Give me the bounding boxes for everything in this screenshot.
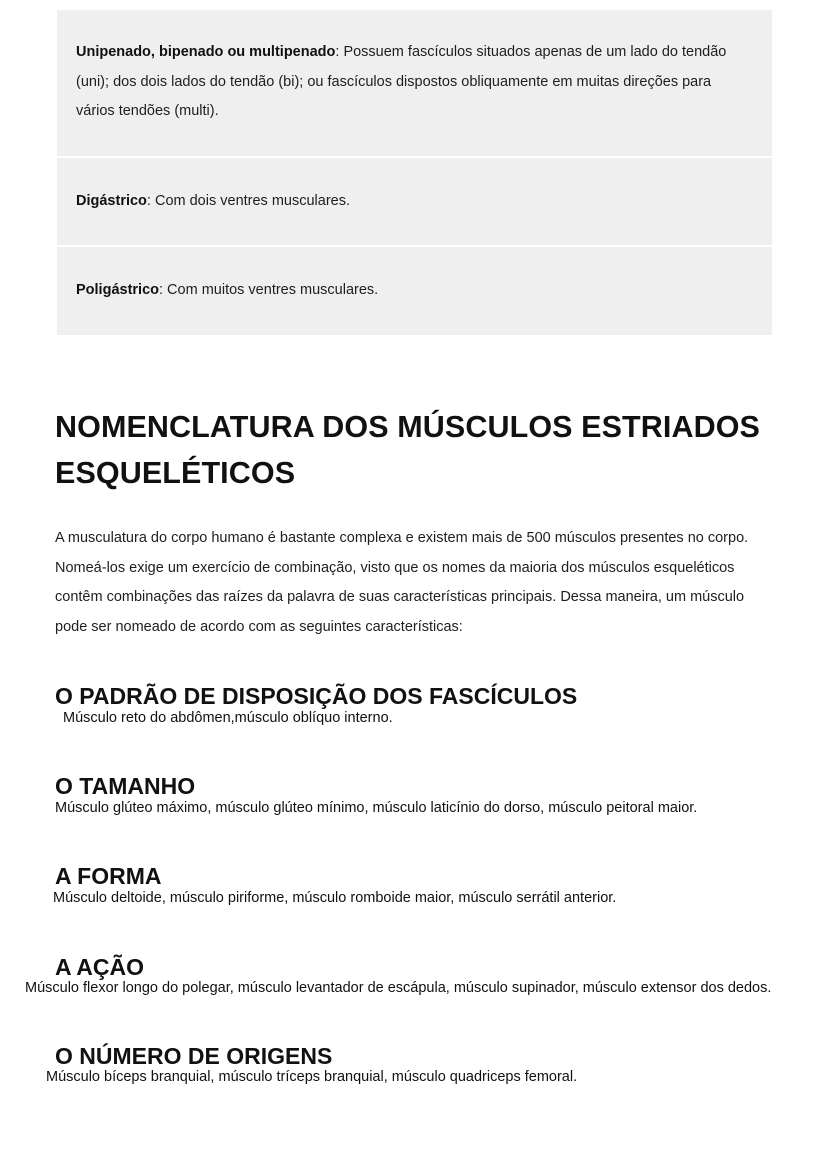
muscle-type-table bbox=[57, 10, 772, 335]
row-term: Poligástrico bbox=[76, 282, 159, 299]
subsection-examples: Músculo reto do abdômen,músculo oblíquo interno. bbox=[63, 710, 393, 726]
subsection-examples: Músculo bíceps branquial, músculo tríceps branquial, músculo quadriceps femoral. bbox=[46, 1069, 578, 1085]
subsection-examples: Músculo flexor longo do polegar, músculo levantador de escápula, músculo supinador, músculo extensor dos dedos. bbox=[25, 980, 772, 996]
row-description: : Possuem fascículos situados apenas de um lado do tendão (uni); dos dois lados do tendão (bi); ou fascículos dispostos obliquamente em muitas direções para vários tendões (multi). bbox=[76, 44, 727, 119]
subsection-title-action: A AÇÃO bbox=[55, 954, 145, 980]
row-description: : Com dois ventres musculares. bbox=[146, 192, 350, 209]
subsection-title-fascicle-pattern: O PADRÃO DE DISPOSIÇÃO DOS FASCÍCULOS bbox=[55, 683, 578, 709]
row-description: : Com muitos ventres musculares. bbox=[159, 282, 379, 299]
table-row bbox=[57, 158, 772, 247]
subsection-title-origins: O NÚMERO DE ORIGENS bbox=[55, 1043, 333, 1069]
row-term: Digástrico bbox=[76, 192, 147, 209]
table-row bbox=[57, 10, 772, 158]
table-row bbox=[57, 247, 772, 335]
subsection-title-size: O TAMANHO bbox=[55, 773, 196, 799]
subsection-examples: Músculo glúteo máximo, músculo glúteo mínimo, músculo laticínio do dorso, músculo peitoral maior. bbox=[55, 800, 698, 816]
subsection-examples: Músculo deltoide, músculo piriforme, músculo romboide maior, músculo serrátil anterior. bbox=[53, 890, 617, 906]
row-term: Unipenado, bipenado ou multipenado bbox=[76, 44, 336, 60]
intro-paragraph: A musculatura do corpo humano é bastante complexa e existem mais de 500 músculos presentes no corpo. Nomeá-los exige um exercício de combinação, visto que os nomes da maioria dos músculos esqueléticos contêm combinações das raízes da palavra de suas características principais. Dessa maneira, um músculo pode ser nomeado de acordo com as seguintes características: bbox=[55, 530, 749, 635]
section-heading: NOMENCLATURA DOS MÚSCULOS ESTRIADOS ESQUELÉTICOS bbox=[55, 410, 760, 490]
subsection-title-shape: A FORMA bbox=[55, 863, 162, 889]
